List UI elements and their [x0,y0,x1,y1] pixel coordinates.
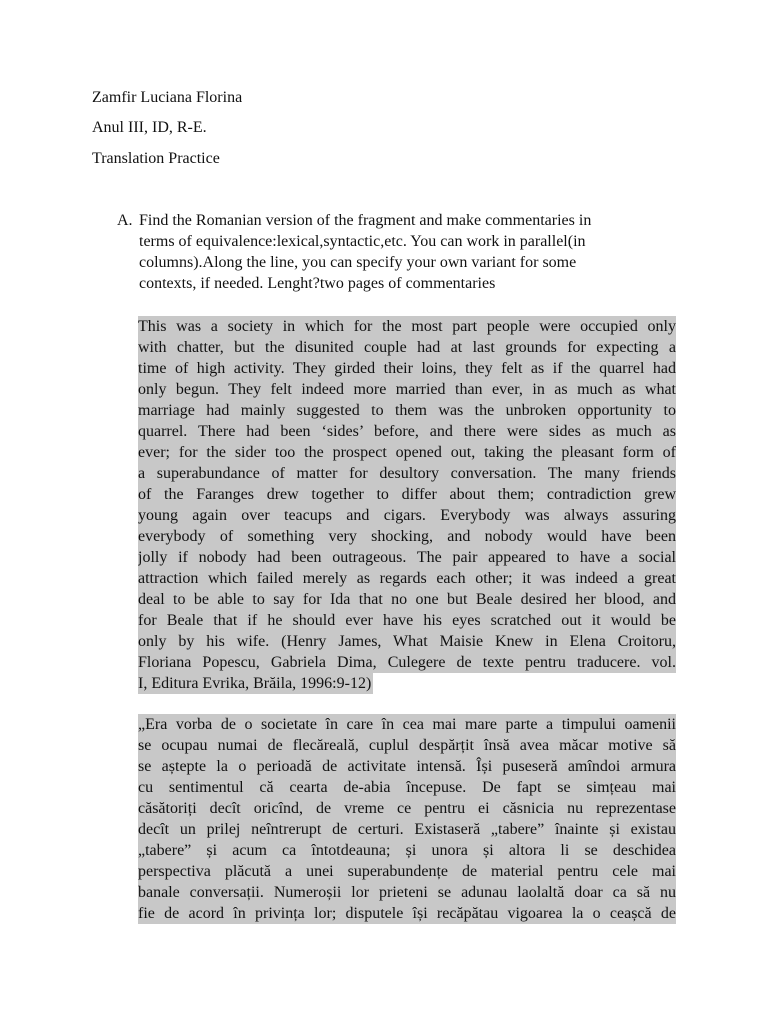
excerpt-line: perspectiva plăcută a unei superabundențe de material pentru cele mai [138,863,676,880]
course-title: Translation Practice [92,150,220,167]
excerpt-line: only by his wife. (Henry James, What Maisie Knew in Elena Croitoru, [138,633,676,650]
romanian-excerpt [138,714,676,924]
excerpt-line: cu sentimentul că cearta de-abia începuse. De fapt se simțeau mai [138,779,676,796]
author-year-group: Anul III, ID, R-E. [92,119,207,136]
task-instructions [139,210,659,294]
excerpt-line: for Beale that if he should ever have his eyes scratched out it would be [138,612,676,629]
task-line: contexts, if needed. Lenght?two pages of commentaries [139,275,496,292]
excerpt-line: only begun. They felt indeed more married than ever, in as much as what [138,381,676,398]
excerpt-line: banale conversații. Numeroșii lor prieteni se adunau laolaltă doar ca să nu [138,884,676,901]
excerpt-line: Floriana Popescu, Gabriela Dima, Culegere de texte pentru traducere. vol. [138,654,676,671]
excerpt-line: decît un prilej neîntrerupt de certuri. Existaseră „tabere” înainte și existau [138,821,676,838]
excerpt-line: jolly if nobody had been outrageous. The pair appeared to have a social [138,549,676,566]
excerpt-line: marriage had mainly suggested to them was the unbroken opportunity to [138,402,676,419]
english-excerpt [138,316,676,700]
task-line: Find the Romanian version of the fragment and make commentaries in [139,212,592,229]
task-line: terms of equivalence:lexical,syntactic,etc. You can work in parallel(in [139,233,586,250]
excerpt-line: with chatter, but the disunited couple had at last grounds for expecting a [138,339,676,356]
excerpt-line: ever; for the sider too the prospect opened out, taking the pleasant form of [138,444,676,461]
excerpt-line: a superabundance of matter for desultory conversation. The many friends [138,465,676,482]
excerpt-line: „tabere” și acum ca întotdeauna; și unora și altora li se deschidea [138,842,676,859]
excerpt-line: young again over teacups and cigars. Everybody was always assuring [138,507,676,524]
excerpt-line: This was a society in which for the most part people were occupied only [138,318,676,335]
excerpt-line: everybody of something very shocking, and nobody would have been [138,528,676,545]
excerpt-line: time of high activity. They girded their loins, they felt as if the quarrel had [138,360,676,377]
excerpt-line: se ocupau numai de flecăreală, cuplul despărțit însă avea măcar motive să [138,737,676,754]
excerpt-line: fie de acord în privința lor; disputele își recăpătau vigoarea la o ceașcă de [138,905,676,922]
excerpt-line: of the Faranges drew together to differ about them; contradiction grew [138,486,676,503]
author-name: Zamfir Luciana Florina [92,89,243,106]
excerpt-line: se aștepte la o perioadă de activitate intensă. Își puseseră amîndoi armura [138,758,676,775]
task-line: columns).Along the line, you can specify your own variant for some [139,254,577,271]
excerpt-line: attraction which failed merely as regards each other; it was indeed a great [138,570,676,587]
excerpt-line: „Era vorba de o societate în care în cea mai mare parte a timpului oamenii [138,716,676,733]
excerpt-line: deal to be able to say for Ida that no one but Beale desired her blood, and [138,591,676,608]
excerpt-line: căsătoriți decît oricînd, de vreme ce pentru ei căsnicia nu reprezentase [138,800,676,817]
excerpt-line: quarrel. There had been ‘sides’ before, and there were sides as much as [138,423,676,440]
task-marker: A. [117,212,133,229]
excerpt-line: I, Editura Evrika, Brăila, 1996:9-12) [138,675,372,692]
